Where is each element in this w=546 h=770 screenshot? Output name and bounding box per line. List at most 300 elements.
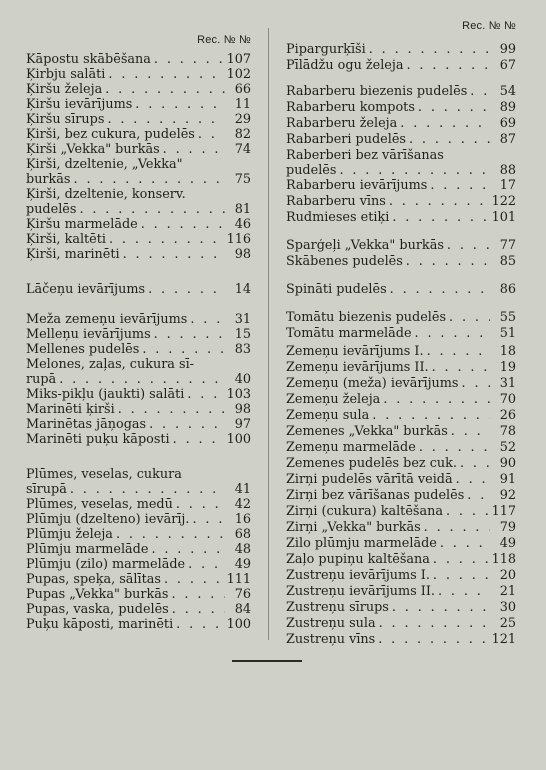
index-entry: [286, 536, 516, 551]
dot-leader: [105, 67, 225, 82]
entry-name: Rabarberi pudelēs: [286, 132, 406, 147]
dot-leader: [444, 238, 490, 253]
dot-leader: [437, 536, 490, 551]
entry-line: [286, 520, 516, 535]
entry-name-continued: sīrupā: [26, 482, 67, 497]
entry-line: [26, 417, 251, 432]
entry-name: Rabarberu biezenis pudelēs: [286, 84, 468, 99]
dot-leader: [161, 572, 225, 587]
recipe-number: 121: [491, 632, 516, 647]
recipe-number: 42: [234, 497, 251, 512]
index-entry: [26, 247, 251, 262]
dot-leader: [459, 376, 490, 391]
index-entry: [26, 67, 251, 82]
dot-leader: [173, 497, 225, 512]
entry-line: [286, 632, 516, 647]
dot-leader: [412, 326, 490, 341]
recipe-number: 85: [499, 254, 516, 269]
dot-leader: [387, 282, 490, 297]
dot-leader: [376, 616, 490, 631]
entry-line: [26, 97, 251, 112]
dot-leader: [104, 112, 225, 127]
recipe-number: 91: [499, 472, 516, 487]
entry-line: [286, 178, 516, 193]
entry-name: Rabarberu vīns: [286, 194, 386, 209]
recipe-number: 11: [234, 97, 251, 112]
dot-leader: [389, 210, 490, 225]
entry-name: Pipargurķīši: [286, 42, 366, 57]
index-entry: [286, 238, 516, 253]
entry-line: [286, 440, 516, 455]
entry-name: Mellenes pudelēs: [26, 342, 140, 357]
index-entry: [286, 616, 516, 631]
entry-line: [286, 310, 516, 325]
entry-name-continued: rupā: [26, 372, 57, 387]
entry-line: [286, 504, 516, 519]
index-entry: [286, 632, 516, 647]
entry-line: [26, 602, 251, 617]
entry-line: [26, 282, 251, 297]
dot-leader: [170, 432, 225, 447]
entry-name: Meža zemeņu ievārījums: [26, 312, 188, 327]
entry-name: Zemeņu ievārījums I.: [286, 344, 424, 359]
entry-name: Melleņu ievārījums: [26, 327, 151, 342]
recipe-number: 15: [234, 327, 251, 342]
index-entry: [26, 527, 251, 542]
entry-name: Skābenes pudelēs: [286, 254, 403, 269]
entry-name: Raberberi bez vārīšanas: [286, 148, 444, 163]
entry-line: [286, 616, 516, 631]
index-entry: [286, 326, 516, 341]
entry-line: [286, 326, 516, 341]
recipe-number: 101: [491, 210, 516, 225]
entry-line: [286, 132, 516, 147]
recipe-number: 87: [499, 132, 516, 147]
dot-leader: [453, 472, 490, 487]
entry-line: [26, 572, 251, 587]
index-entry: [26, 617, 251, 632]
index-entry: [26, 432, 251, 447]
recipe-number: 103: [226, 387, 251, 402]
entry-line: [26, 202, 251, 217]
dot-leader: [443, 504, 490, 519]
entry-line: [286, 536, 516, 551]
entry-name: Plūmju marmelāde: [26, 542, 149, 557]
entry-line: [286, 210, 516, 225]
entry-name: Ķiršu sīrups: [26, 112, 105, 127]
index-entry: [286, 84, 516, 99]
entry-line: [286, 600, 516, 615]
entry-name: Zilo plūmju marmelāde: [286, 536, 437, 551]
recipe-number: 100: [226, 617, 251, 632]
dot-leader: [189, 512, 225, 527]
recipe-number: 107: [226, 52, 251, 67]
dot-leader: [132, 97, 225, 112]
recipe-number: 117: [491, 504, 516, 519]
entry-name: Rabarberu želeja: [286, 116, 398, 131]
recipe-number: 48: [234, 542, 251, 557]
index-entry: [286, 424, 516, 439]
recipe-number: 19: [499, 360, 516, 375]
entry-name: Zemeņu marmelāde: [286, 440, 416, 455]
index-entry: [286, 552, 516, 567]
dot-leader: [467, 84, 490, 99]
recipe-number: 100: [226, 432, 251, 447]
recipe-number: 76: [234, 587, 251, 602]
recipe-number: 67: [499, 58, 516, 73]
entry-name: Zirņi bez vārīšanas pudelēs: [286, 488, 465, 503]
index-entry: [286, 504, 516, 519]
index-entry: [286, 100, 516, 115]
entry-name: Pīlādžu ogu želeja: [286, 58, 404, 73]
index-entry: [26, 557, 251, 572]
recipe-number: 49: [499, 536, 516, 551]
index-entry: [26, 357, 251, 387]
entry-line: [26, 402, 251, 417]
entry-name: Rabarberu ievārījums: [286, 178, 428, 193]
recipe-number: 89: [499, 100, 516, 115]
column-header: Rec. № №: [197, 34, 251, 46]
index-entry: [286, 310, 516, 325]
recipe-number: 99: [499, 42, 516, 57]
index-entry: [286, 42, 516, 57]
index-entry: [286, 600, 516, 615]
entry-name: Plūmju (zilo) marmelāde: [26, 557, 186, 572]
entry-line: [286, 238, 516, 253]
entry-name-continued: burkās: [26, 172, 71, 187]
index-entry: [286, 58, 516, 73]
entry-line: [286, 376, 516, 391]
index-entry: [286, 132, 516, 147]
recipe-number: 69: [499, 116, 516, 131]
index-entry: [26, 52, 251, 67]
dot-leader: [386, 194, 490, 209]
entry-name: Zirņi (cukura) kaltēšana: [286, 504, 443, 519]
recipe-number: 20: [499, 568, 516, 583]
entry-line: [26, 82, 251, 97]
index-entry: [26, 112, 251, 127]
dot-leader: [397, 116, 490, 131]
entry-name: Ķirši, marinēti: [26, 247, 120, 262]
entry-line: [26, 497, 251, 512]
entry-line: [26, 372, 251, 387]
dot-leader: [416, 440, 490, 455]
recipe-number: 17: [499, 178, 516, 193]
entry-name: Plūmes, veselas, cukura: [26, 467, 182, 482]
entry-line: [286, 552, 516, 567]
index-entry: [26, 542, 251, 557]
recipe-number: 25: [499, 616, 516, 631]
entry-line: [26, 127, 251, 142]
index-entry: [26, 82, 251, 97]
entry-line: [26, 512, 251, 527]
recipe-number: 122: [491, 194, 516, 209]
index-entry: [26, 282, 251, 297]
recipe-number: 70: [499, 392, 516, 407]
entry-line: [26, 557, 251, 572]
index-entry: [286, 584, 516, 599]
index-entry: [286, 148, 516, 178]
dot-leader: [138, 217, 225, 232]
entry-line: [26, 312, 251, 327]
entry-name: Miks-pikļu (jaukti) salāti: [26, 387, 185, 402]
recipe-number: 66: [234, 82, 251, 97]
index-entry: [26, 387, 251, 402]
index-entry: [26, 417, 251, 432]
dot-leader: [430, 568, 490, 583]
recipe-number: 84: [234, 602, 251, 617]
entry-line: [286, 408, 516, 423]
entry-name: Zemeņu (meža) ievārījums: [286, 376, 459, 391]
entry-name: Ķiršu želeja: [26, 82, 103, 97]
index-entry: [286, 178, 516, 193]
dot-leader: [151, 52, 225, 67]
recipe-number: 90: [499, 456, 516, 471]
index-entry: [286, 210, 516, 225]
entry-line: [286, 42, 516, 57]
entry-name: Ķirši, bez cukura, pudelēs: [26, 127, 195, 142]
entry-name: Sparģeļi „Vekka" burkās: [286, 238, 444, 253]
recipe-number: 26: [499, 408, 516, 423]
dot-leader: [185, 557, 225, 572]
index-entry: [286, 376, 516, 391]
recipe-number: 111: [226, 572, 251, 587]
entry-line: [286, 456, 516, 471]
index-entry: [26, 142, 251, 157]
entry-name: Lāčeņu ievārījums: [26, 282, 146, 297]
dot-leader: [120, 247, 225, 262]
entry-line: [286, 116, 516, 131]
dot-leader: [457, 456, 490, 471]
entry-name: Zaļo pupiņu kaltēšana: [286, 552, 430, 567]
recipe-number: 52: [499, 440, 516, 455]
dot-leader: [429, 360, 490, 375]
entry-name: Zirņi „Vekka" burkās: [286, 520, 421, 535]
entry-name: Tomātu marmelāde: [286, 326, 412, 341]
recipe-number: 21: [499, 584, 516, 599]
recipe-number: 74: [234, 142, 251, 157]
index-entry: [286, 360, 516, 375]
index-entry: [26, 157, 251, 187]
dot-leader: [56, 372, 225, 387]
recipe-number: 30: [499, 600, 516, 615]
column-header: Rec. № №: [462, 20, 516, 32]
index-entry: [26, 97, 251, 112]
entry-name: Ķirši, dzeltenie, konserv.: [26, 187, 186, 202]
dot-leader: [184, 387, 225, 402]
entry-name: Zemeņu sula: [286, 408, 370, 423]
entry-line: [26, 142, 251, 157]
dot-leader: [464, 488, 490, 503]
entry-name: Rudmieses etiķi: [286, 210, 390, 225]
dot-leader: [427, 178, 490, 193]
entry-name: Puķu kāposti, marinēti: [26, 617, 174, 632]
index-entry: [26, 127, 251, 142]
dot-leader: [446, 310, 490, 325]
end-rule: [232, 660, 302, 662]
entry-name-continued: pudelēs: [26, 202, 77, 217]
entry-line: [26, 542, 251, 557]
index-entry: [26, 512, 251, 527]
entry-line: [286, 254, 516, 269]
entry-name: Zemeņu želeja: [286, 392, 381, 407]
entry-name: Plūmju (dzelteno) ievārīj.: [26, 512, 190, 527]
recipe-number: 81: [234, 202, 251, 217]
dot-leader: [173, 617, 225, 632]
index-entry: [286, 392, 516, 407]
dot-leader: [169, 602, 225, 617]
entry-line: [286, 584, 516, 599]
entry-name: Zustreņu ievārījums I.: [286, 568, 430, 583]
dot-leader: [369, 408, 490, 423]
entry-line: [286, 392, 516, 407]
entry-name-continued: pudelēs: [286, 163, 337, 178]
entry-line: [26, 217, 251, 232]
entry-name: Zemeņu ievārījums II.: [286, 360, 429, 375]
index-entry: [286, 456, 516, 471]
entry-line: [26, 527, 251, 542]
recipe-number: 49: [234, 557, 251, 572]
entry-line: [26, 432, 251, 447]
entry-line: [26, 587, 251, 602]
entry-name: Plūmju želeja: [26, 527, 113, 542]
index-entry: [26, 587, 251, 602]
entry-line: [26, 232, 251, 247]
entry-name: Marinētas jāņogas: [26, 417, 147, 432]
recipe-number: 29: [234, 112, 251, 127]
recipe-number: 40: [234, 372, 251, 387]
entry-line: [286, 344, 516, 359]
index-entry: [26, 342, 251, 357]
dot-leader: [380, 392, 490, 407]
dot-leader: [168, 587, 225, 602]
recipe-number: 51: [499, 326, 516, 341]
entry-name: Ķiršu ievārījums: [26, 97, 133, 112]
entry-name: Kāpostu skābēšana: [26, 52, 151, 67]
entry-line: [286, 194, 516, 209]
entry-name: Zustreņu sula: [286, 616, 376, 631]
index-entry: [26, 312, 251, 327]
recipe-number: 14: [234, 282, 251, 297]
index-entry: [26, 572, 251, 587]
recipe-number: 88: [499, 163, 516, 178]
recipe-number: 118: [491, 552, 516, 567]
dot-leader: [366, 42, 490, 57]
index-entry: [286, 472, 516, 487]
index-entry: [26, 327, 251, 342]
entry-name: Tomātu biezenis pudelēs: [286, 310, 447, 325]
dot-leader: [113, 527, 225, 542]
entry-line: [26, 327, 251, 342]
recipe-number: 102: [226, 67, 251, 82]
dot-leader: [448, 424, 490, 439]
entry-line: [26, 172, 251, 187]
entry-name: Zirņi pudelēs vārītā veidā: [286, 472, 453, 487]
dot-leader: [146, 417, 225, 432]
entry-line: [286, 100, 516, 115]
index-entry: [286, 254, 516, 269]
entry-name: Rabarberu kompots: [286, 100, 415, 115]
dot-leader: [139, 342, 225, 357]
dot-leader: [389, 600, 490, 615]
index-entry: [286, 440, 516, 455]
dot-leader: [375, 632, 490, 647]
recipe-number: 83: [234, 342, 251, 357]
recipe-number: 68: [234, 527, 251, 542]
entry-line: [26, 387, 251, 402]
entry-line: [26, 247, 251, 262]
dot-leader: [403, 254, 490, 269]
entry-name: Ķirši „Vekka" burkās: [26, 142, 160, 157]
index-entry: [26, 217, 251, 232]
dot-leader: [102, 82, 225, 97]
column-divider: [268, 28, 269, 640]
index-entry: [286, 408, 516, 423]
dot-leader: [424, 344, 490, 359]
entry-line: [26, 112, 251, 127]
entry-line: [286, 472, 516, 487]
dot-leader: [106, 232, 225, 247]
recipe-number: 98: [234, 402, 251, 417]
entry-line: [286, 163, 516, 178]
recipe-number: 18: [499, 344, 516, 359]
entry-line: [286, 282, 516, 297]
index-entry: [286, 488, 516, 503]
index-entry: [26, 497, 251, 512]
recipe-number: 41: [234, 482, 251, 497]
entry-name: Ķirši, dzeltenie, „Vekka": [26, 157, 183, 172]
dot-leader: [430, 552, 490, 567]
entry-name: Ķirši, kaltēti: [26, 232, 106, 247]
entry-name: Pupas, vaska, pudelēs: [26, 602, 169, 617]
dot-leader: [160, 142, 225, 157]
index-entry: [286, 520, 516, 535]
recipe-number: 31: [234, 312, 251, 327]
entry-name: Zustreņu ievārījums II.: [286, 584, 435, 599]
index-entry: [286, 282, 516, 297]
recipe-number: 46: [234, 217, 251, 232]
entry-name: Ķiršu marmelāde: [26, 217, 138, 232]
index-entry: [286, 194, 516, 209]
entry-line: [286, 568, 516, 583]
entry-line: [26, 67, 251, 82]
entry-name: Ķirbju salāti: [26, 67, 106, 82]
recipe-number: 75: [234, 172, 251, 187]
recipe-number: 79: [499, 520, 516, 535]
recipe-number: 82: [234, 127, 251, 142]
recipe-number: 98: [234, 247, 251, 262]
dot-leader: [406, 132, 490, 147]
dot-leader: [195, 127, 225, 142]
index-entry: [26, 232, 251, 247]
dot-leader: [415, 100, 490, 115]
entry-name: Marinēti puķu kāposti: [26, 432, 170, 447]
entry-name: Marinēti ķirši: [26, 402, 115, 417]
entry-name: Zustreņu sīrups: [286, 600, 389, 615]
dot-leader: [148, 542, 225, 557]
entry-line: [286, 58, 516, 73]
recipe-number: 116: [226, 232, 251, 247]
index-entry: [26, 402, 251, 417]
entry-name: Spināti pudelēs: [286, 282, 387, 297]
dot-leader: [71, 172, 225, 187]
index-entry: [26, 187, 251, 217]
index-entry: [286, 344, 516, 359]
dot-leader: [151, 327, 225, 342]
entry-name: Melones, zaļas, cukura sī-: [26, 357, 194, 372]
index-entry: [286, 116, 516, 131]
recipe-number: 86: [499, 282, 516, 297]
